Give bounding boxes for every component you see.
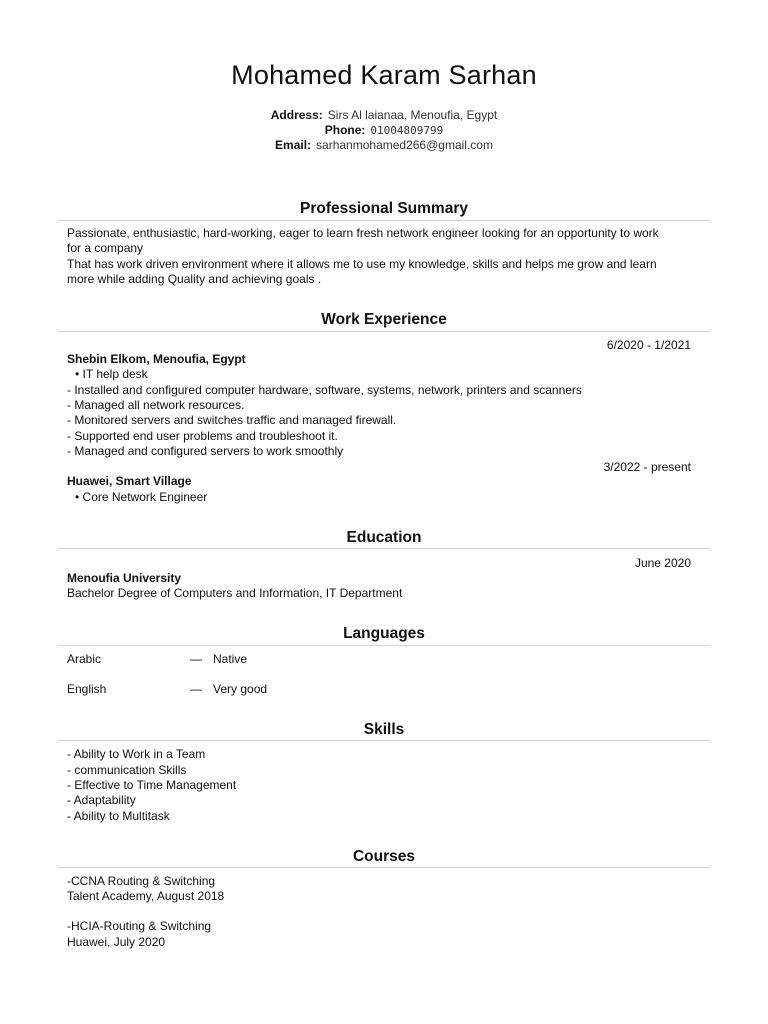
phone-line (0, 123, 768, 138)
summary-line: more while adding Quality and achieving goals . (67, 272, 322, 286)
job-detail: - Monitored servers and switches traffic and managed firewall. (67, 413, 397, 427)
skill-item: - Adaptability (67, 793, 136, 807)
job-detail: - Installed and configured computer hardware, software, systems, network, printers and scanners (67, 383, 582, 397)
courses-divider (58, 867, 710, 868)
summary-line: Passionate, enthusiastic, hard-working, eager to learn fresh network engineer looking for an opportunity to work (67, 226, 659, 240)
job-detail: - Supported end user problems and troubleshoot it. (67, 429, 338, 443)
experience-divider (58, 331, 710, 332)
email-label: Email: (275, 138, 312, 152)
skill-item: - communication Skills (67, 763, 187, 777)
language-level: Native (213, 652, 248, 666)
experience-heading: Work Experience (321, 311, 447, 328)
education-date: June 2020 (634, 556, 691, 570)
job-dates: 3/2022 - present (603, 460, 691, 474)
email-line (0, 138, 768, 153)
language-level: Very good (213, 682, 268, 696)
email-value: sarhanmohamed266@gmail.com (316, 138, 493, 152)
languages-divider (58, 645, 710, 646)
skills-divider (58, 740, 710, 741)
education-heading: Education (346, 529, 422, 546)
address-line (0, 108, 768, 123)
phone-value: 01004809799 (370, 124, 444, 137)
courses-heading: Courses (352, 848, 416, 865)
summary-line: That has work driven environment where it allows me to use my knowledge, skills and helps me grow and learn (67, 257, 657, 271)
education-divider (58, 548, 710, 549)
course-detail: Talent Academy, August 2018 (67, 889, 225, 903)
skill-item: - Ability to Work in a Team (67, 747, 206, 761)
language-name: English (67, 682, 107, 696)
language-separator: — (190, 652, 202, 666)
job-role: • IT help desk (75, 367, 148, 381)
address-label: Address: (270, 108, 323, 122)
job-company: Huawei, Smart Village (67, 474, 192, 488)
summary-line: for a company (67, 241, 144, 255)
address-value: Sirs Al laianaa, Menoufia, Egypt (327, 108, 498, 122)
summary-heading: Professional Summary (300, 200, 468, 217)
skill-item: - Ability to Multitask (67, 809, 170, 823)
course-name: -CCNA Routing & Switching (67, 874, 216, 888)
language-separator: — (190, 682, 202, 696)
job-role: • Core Network Engineer (75, 490, 208, 504)
phone-label: Phone: (324, 123, 366, 137)
skills-heading: Skills (363, 721, 405, 738)
course-name: -HCIA-Routing & Switching (67, 919, 212, 933)
education-degree: Bachelor Degree of Computers and Information, IT Department (67, 586, 403, 600)
course-detail: Huawei, July 2020 (67, 935, 166, 949)
job-dates: 6/2020 - 1/2021 (606, 338, 691, 352)
skill-item: - Effective to Time Management (67, 778, 237, 792)
job-company: Shebin Elkom, Menoufia, Egypt (67, 352, 246, 366)
summary-divider (58, 220, 710, 221)
job-detail: - Managed all network resources. (67, 398, 245, 412)
languages-heading: Languages (343, 625, 425, 642)
job-detail: - Managed and configured servers to work smoothly (67, 444, 344, 458)
education-school: Menoufia University (67, 571, 182, 585)
language-name: Arabic (67, 652, 102, 666)
candidate-name: Mohamed Karam Sarhan (231, 60, 537, 90)
